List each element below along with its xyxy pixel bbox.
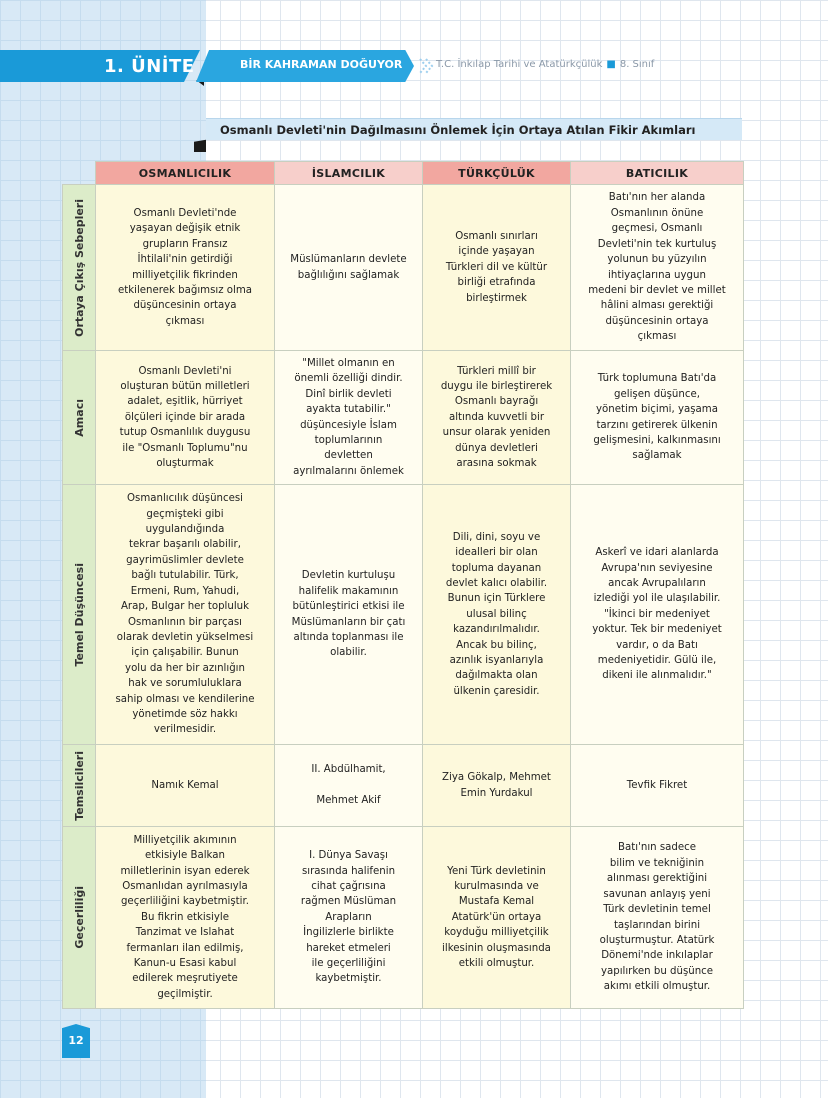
table-row [63, 485, 744, 745]
table-cell [423, 351, 571, 485]
table-corner [63, 162, 96, 185]
row-label-cell [63, 351, 96, 485]
table-row [63, 827, 744, 1009]
cell-text: Osmanlı Devleti'nde yaşayan değişik etnik grupların Fransız İhtilali'nin getirdiği milliyetçilik fikrinden etkilenerek bağımsız olma düşüncesinin ortaya çıkması [117, 207, 253, 327]
grade-label: 8. Sınıf [619, 59, 655, 70]
column-header-osmanlicilik: OSMANLICILIK [96, 162, 275, 185]
column-header-turkculuk: TÜRKÇÜLÜK [423, 162, 571, 185]
cell-text: Batı'nın her alanda Osmanlının önüne geçmesi, Osmanlı Devleti'nin tek kurtuluş yolunun bu yüzyılın ihtiyaçlarına uygun medeni bir devlet ve millet hâlini alması gerektiği düşüncesinin ortaya çıkması [588, 192, 726, 343]
row-label-cell [63, 485, 96, 745]
cell-text: II. Abdülhamit, Mehmet Akif [311, 764, 386, 807]
unit-label: 1. ÜNİTE [104, 56, 195, 77]
column-header-baticilik: BATICILIK [571, 162, 744, 185]
row-label-cell [63, 827, 96, 1009]
table-cell [571, 351, 744, 485]
cell-text: Osmanlı sınırları içinde yaşayan Türkleri dil ve kültür birliği etrafında birleştirmek [445, 230, 548, 304]
page-number: 12 [68, 1034, 84, 1047]
chevron-arrows-icon [418, 56, 434, 76]
cell-text: I. Dünya Savaşı sırasında halifenin cihat çağrısına rağmen Müslüman Arapların İngilizlerle birlikte hareket etmeleri ile geçerliliğini kaybetmiştir. [300, 850, 397, 985]
table-cell [423, 745, 571, 827]
cell-text: Müslümanların devlete bağlılığını sağlamak [290, 254, 407, 281]
cell-text: Türk toplumuna Batı'da gelişen düşünce, yönetim biçimi, yaşama tarzını getirerek ülkenin gelişmesini, kalkınmasını sağlamak [593, 373, 721, 462]
table-row [63, 185, 744, 351]
column-header-islamcilik: İSLAMCILIK [275, 162, 423, 185]
table-cell [275, 351, 423, 485]
cell-text: Osmanlıcılık düşüncesi geçmişteki gibi uygulandığında tekrar başarılı olabilir, gayrimüslimler devlete bağlı tutulabilir. Türk, Ermeni, Rum, Yahudi, Arap, Bulgar her topluluk Osmanlının bir parçası olarak devletin yükselmesi için çalışabilir. Bunun yolu da her bir azınlığın hak ve sorumluluklara sahip olması ve kendilerine yönetimde söz hakkı verilmesidir. [115, 493, 255, 736]
row-label: Geçerliliği [72, 886, 86, 949]
cell-text: Milliyetçilik akımının etkisiyle Balkan milletlerinin isyan ederek Osmanlıdan ayrılmasıyla geçerliliğini kaybetmiştir. Bu fikrin etkisiyle Tanzimat ve Islahat fermanları ilan edilmiş, Kanun-u Esasi kabul edilerek meşrutiyete geçilmiştir. [120, 834, 250, 1000]
ideologies-table [62, 161, 744, 1009]
table-cell [275, 485, 423, 745]
separator-dot: ■ [606, 59, 616, 70]
cell-text: Namık Kemal [151, 779, 219, 791]
table-cell [571, 745, 744, 827]
table-cell [96, 827, 275, 1009]
row-label-cell [63, 185, 96, 351]
cell-text: Askerî ve idari alanlarda Avrupa'nın seviyesine ancak Avrupalıların izlediği yol ile ulaşılabilir. "İkinci bir medeniyet yoktur. Tek bir medeniyet vardır, o da Batı medeniyetidir. Gülü ile, dikeni ile alınmalıdır." [592, 547, 722, 682]
row-label-cell [63, 745, 96, 827]
table-cell [423, 485, 571, 745]
table-row [63, 351, 744, 485]
subject-label: BİR KAHRAMAN DOĞUYOR [240, 58, 403, 71]
table-row [63, 745, 744, 827]
table-cell [96, 185, 275, 351]
table-cell [423, 827, 571, 1009]
table-cell [96, 485, 275, 745]
table-cell [275, 827, 423, 1009]
cell-text: Tevfik Fikret [626, 779, 688, 791]
table-cell [275, 185, 423, 351]
page-title: Osmanlı Devleti'nin Dağılmasını Önlemek İçin Ortaya Atılan Fikir Akımları [206, 118, 742, 140]
table-cell [423, 185, 571, 351]
table-cell [571, 485, 744, 745]
row-label: Amacı [72, 398, 86, 437]
row-label: Ortaya Çıkış Sebepleri [72, 198, 86, 337]
course-name: T.C. İnkılap Tarihi ve Atatürkçülük [436, 59, 603, 70]
cell-text: Devletin kurtuluşu halifelik makamının bütünleştirici etkisi ile Müslümanların bir çatı altında toplanması ile olabilir. [291, 570, 406, 659]
table-cell [275, 745, 423, 827]
table-cell [96, 351, 275, 485]
cell-text: Osmanlı Devleti'ni oluşturan bütün milletleri adalet, eşitlik, hürriyet ölçüleri içinde bir arada tutup Osmanlılık duygusu ile "Osmanlı Toplumu"nu oluşturmak [119, 365, 251, 470]
row-label: Temel Düşüncesi [72, 562, 86, 667]
course-label [436, 55, 654, 75]
table-cell [96, 745, 275, 827]
table-cell [571, 827, 744, 1009]
table-header-row [63, 162, 744, 185]
cell-text: Türkleri millî bir duygu ile birleştirerek Osmanlı bayrağı altında kuvvetli bir unsur olarak yeniden dünya devletleri arasına sokmak [440, 365, 553, 470]
row-label: Temsilcileri [72, 750, 86, 821]
cell-text: Ziya Gökalp, Mehmet Emin Yurdakul [442, 772, 551, 799]
cell-text: Batı'nın sadece bilim ve tekniğinin alınması gerektiğini savunan anlayış yeni Türk devletinin temel taşlarından birini oluşturmuştur. Atatürk Dönemi'nde inkılaplar yapılırken bu düşünce akımı etkili olmuştur. [599, 842, 715, 993]
cell-text: Dili, dini, soyu ve idealleri bir olan topluma dayanan devlet kalıcı olabilir. Bunun için Türklere ulusal bilinç kazandırılmalıdır. Ancak bu bilinç, azınlık isyanlarıyla dağılmakta olan ülkenin çaresidir. [445, 531, 548, 697]
table-cell [571, 185, 744, 351]
cell-text: Yeni Türk devletinin kurulmasında ve Mustafa Kemal Atatürk'ün ortaya koyduğu milliyetçilik ilkesinin oluşmasında etkili olmuştur. [442, 865, 551, 970]
cell-text: "Millet olmanın en önemli özelliği dindir. Dinî birlik devleti ayakta tutabilir." düşüncesiyle İslam toplumlarının devletten ayrılmalarını önlemek [293, 357, 404, 477]
